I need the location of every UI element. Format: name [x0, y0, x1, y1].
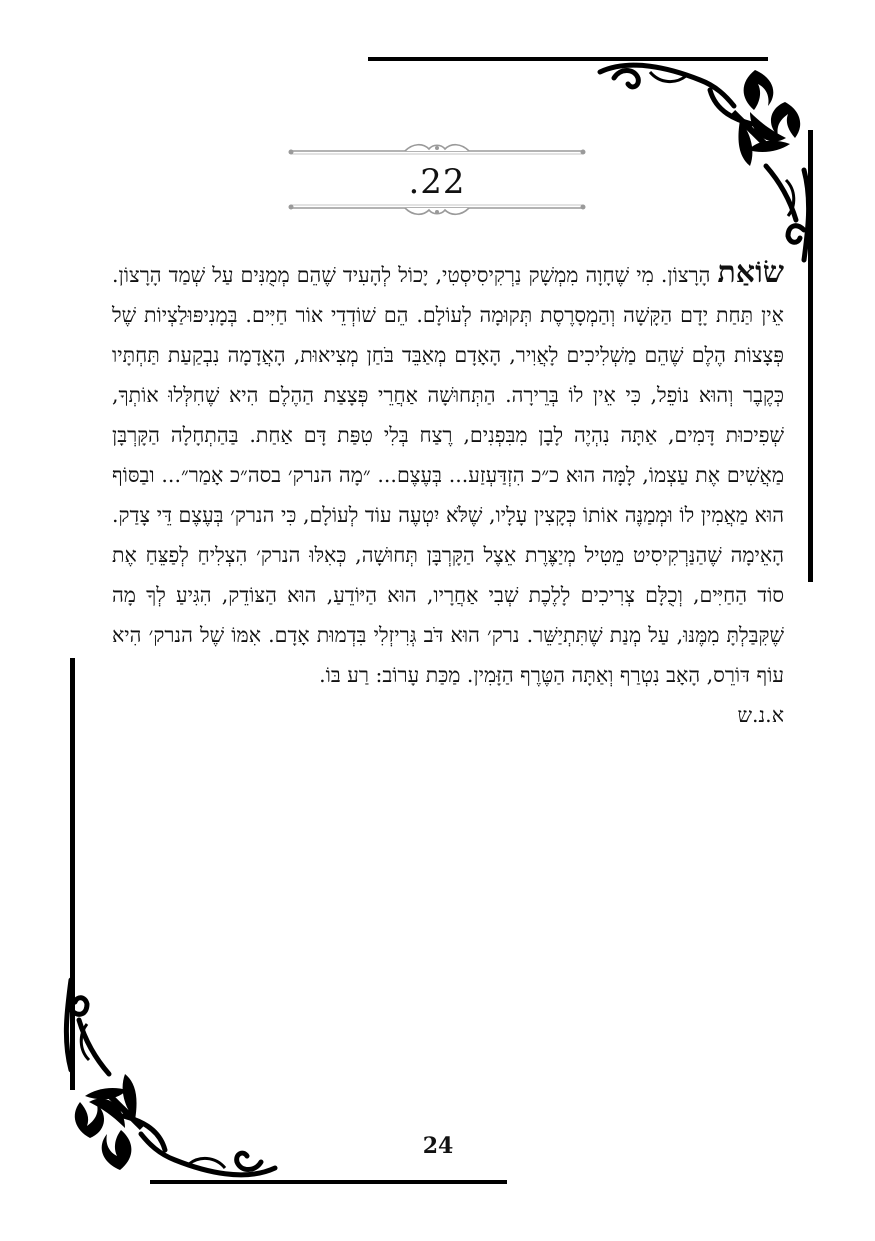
- opening-word: שׂוֹאַת: [717, 255, 784, 290]
- bottom-left-ornament-icon: [55, 965, 285, 1190]
- header-top-flourish-icon: [287, 142, 587, 158]
- chapter-number: .22: [408, 162, 466, 202]
- page-number: 24: [422, 1133, 454, 1159]
- article-body: [112, 253, 784, 735]
- header-bottom-flourish-icon: [287, 202, 587, 218]
- article-text: הָרָצוֹן. מִי שֶׁחָוָה מִמְשָׁק נַרְקִיסִיסְטִי, יָכוֹל לְהָעִיד שֶׁהֵם מְמֻנִּים עַל שְׁמַד הָרָצוֹן. אֵין תַּחַת יָדָם הַקָּשָׁה וְהַמְסָרֶסֶת תְּקוּמָה לְעוֹלָם. הֵם שׁוֹדְדֵי אוֹר חַיִּים. בְּמָנִיפּוּלַצְיוֹת שֶׁל פְּצָצוֹת הֶלֶם שֶׁהֵם מַשְׁלִיכִים לָאֲוִיר, הָאָדָם מְאַבֵּד בֹּחַן מְצִיאוּת, הָאֲדָמָה נִבְקַעַת תַּחְתָּיו כְּקֶבֶר וְהוּא נוֹפֵל, כִּי אֵין לוֹ בְּרֵירָה. הַתְּחוּשָׁה אַחֲרֵי פְּצָצַת הַהֶלֶם הִיא שֶׁחִלְּלוּ אוֹתְךָ, שְׁפִיכוּת דָּמִים, אַתָּה נִהְיֶה לָבָן מִבִּפְנִים, רֶצַח בְּלִי טִפַּת דָּם אַחַת. בַּהַתְחָלָה הַקָּרְבָּן מַאֲשִׁים אֶת עַצְמוֹ, לָמָּה הוּא כ״כ הִזְדַּעְזַע... בְּעֶצֶם... ״מָה הנרק׳ בסה״כ אָמַר״... ובַסּוֹף הוּא מַאֲמִין לוֹ וּמְמַנֶּה אוֹתוֹ כְּקָצִין עָלָיו, שֶׁלֹּא יִטְעֶה עוֹד לְעוֹלָם, כִּי הנרק׳ בְּעֶצֶם דֵּי צָדַק. הָאֵימָה שֶׁהַנַּרְקִיסִיט מֵטִיל מְיַצֶּרֶת אֵצֶל הַקָּרְבָּן תְּחוּשָׁה, כְּאִלּוּ הנרק׳ הִצְלִיחַ לְפַצֵּחַ אֶת סוֹד הַחַיִּים, וְכֻלָּם צְרִיכִים לָלֶכֶת שְׁבִי אַחֲרָיו, הוּא הַיּוֹדֵעַ, הוּא הַצּוֹדֵק, הִגִּיעַ לְךָ מָה שֶׁקִּבַּלְתָּ מִמֶּנּוּ, עַל מְנַת שֶׁתִּתְיַשֵּׁר. נרק׳ הוּא דֹּב גְּרִיזְלִי בִּדְמוּת אָדָם. אִמּוֹ שֶׁל הנרק׳ הִיא עוֹף דּוֹרֵס, הָאָב נִטְרַף וְאַתָּה הַטֶּרֶף הַזָּמִין. מַכַּת עָרוֹב: רַע בּוֹ.: [112, 263, 784, 687]
- author-signature: א.נ.ש: [737, 703, 784, 727]
- top-right-ornament-icon: [590, 50, 820, 275]
- chapter-header: [287, 142, 587, 220]
